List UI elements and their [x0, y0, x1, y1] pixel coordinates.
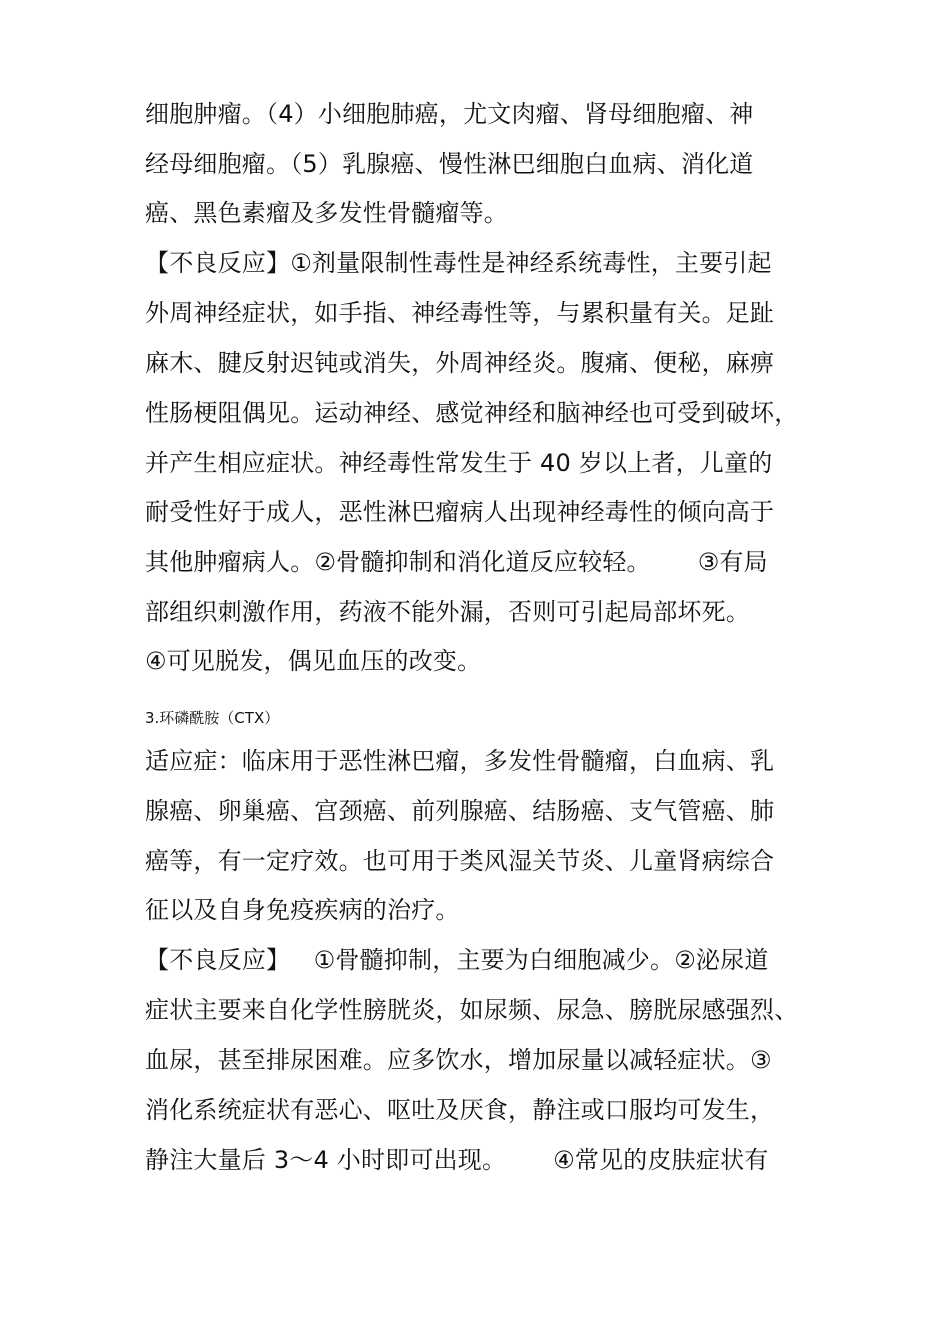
text-line: 症状主要来自化学性膀胱炎，如尿频、尿急、膀胱尿感强烈、 [145, 996, 799, 1024]
text-line: 腺癌、卵巢癌、宫颈癌、前列腺癌、结肠癌、支气管癌、肺 [145, 797, 775, 825]
text-line: 麻木、腱反射迟钝或消失，外周神经炎。腹痛、便秘，麻痹 [145, 349, 775, 377]
text-line: 其他肿瘤病人。②骨髓抑制和消化道反应较轻。 ③有局 [145, 548, 768, 576]
text-line: 癌、黑色素瘤及多发性骨髓瘤等。 [145, 199, 508, 227]
text-line: 部组织刺激作用，药液不能外漏，否则可引起局部坏死。 [145, 598, 750, 626]
text-line: 性肠梗阻偶见。运动神经、感觉神经和脑神经也可受到破坏， [145, 399, 799, 427]
text-line: 血尿，甚至排尿困难。应多饮水，增加尿量以减轻症状。③ [145, 1046, 772, 1074]
text-line: 并产生相应症状。神经毒性常发生于 40 岁以上者，儿童的 [145, 449, 773, 477]
text-line: 癌等，有一定疗效。也可用于类风湿关节炎、儿童肾病综合 [145, 847, 775, 875]
text-line: 耐受性好于成人，恶性淋巴瘤病人出现神经毒性的倾向高于 [145, 498, 775, 526]
text-line: 适应症：临床用于恶性淋巴瘤，多发性骨髓瘤，白血病、乳 [145, 747, 775, 775]
text-line: 细胞肿瘤。（4）小细胞肺癌，尤文肉瘤、肾母细胞瘤、神 [145, 100, 754, 128]
text-line: 消化系统症状有恶心、呕吐及厌食，静注或口服均可发生， [145, 1096, 775, 1124]
text-line: 【不良反应】①剂量限制性毒性是神经系统毒性，主要引起 [145, 249, 772, 277]
text-line: 经母细胞瘤。（5）乳腺癌、慢性淋巴细胞白血病、消化道 [145, 150, 754, 178]
text-line: 征以及自身免疫疾病的治疗。 [145, 896, 460, 924]
text-line: 【不良反应】 ①骨髓抑制，主要为白细胞减少。②泌尿道 [145, 946, 769, 974]
text-line: ④可见脱发，偶见血压的改变。 [145, 647, 482, 675]
section-heading: 3.环磷酰胺（CTX） [145, 709, 280, 727]
text-line: 外周神经症状，如手指、神经毒性等，与累积量有关。足趾 [145, 299, 775, 327]
text-line: 静注大量后 3～4 小时即可出现。 ④常见的皮肤症状有 [145, 1146, 769, 1174]
